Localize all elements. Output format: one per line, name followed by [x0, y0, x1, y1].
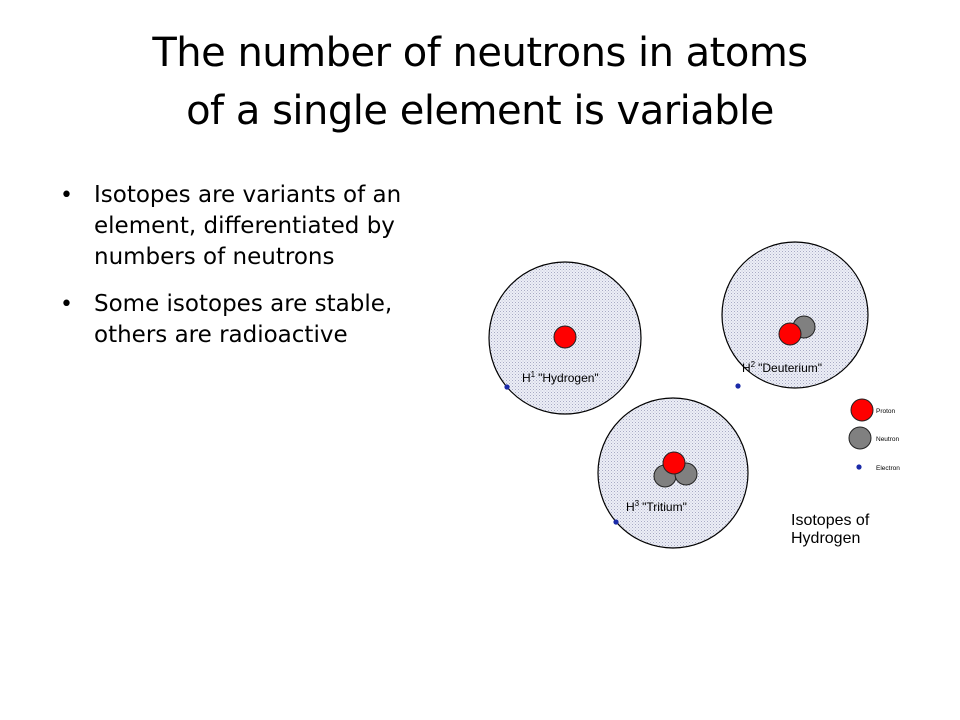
bullet-text: Isotopes are variants of an element, differentiated by numbers of neutrons: [94, 182, 402, 270]
legend-neutron-label: Neutron: [876, 436, 900, 443]
element-symbol: H: [742, 361, 751, 375]
bullet-list: [60, 180, 460, 367]
element-symbol: H: [522, 371, 531, 385]
legend-proton-swatch: [851, 399, 873, 421]
bullet-item: [60, 289, 460, 351]
proton-mark: [663, 452, 685, 474]
slide-title-line-2: of a single element is variable: [186, 88, 774, 134]
legend-neutron-swatch: [849, 427, 871, 449]
atom-hydrogen: [489, 262, 641, 414]
bullet-text: Some isotopes are stable, others are radioactive: [94, 291, 393, 348]
isotope-name: "Tritium": [642, 500, 687, 514]
isotopes-diagram-svg: [470, 230, 930, 570]
mass-number: 2: [750, 360, 756, 369]
bullet-item: [60, 180, 460, 273]
slide-title: [40, 24, 920, 140]
legend: [849, 399, 900, 472]
slide-title-line-1: The number of neutrons in atoms: [152, 30, 808, 76]
proton-mark: [779, 323, 801, 345]
atom-deuterium: [722, 242, 868, 389]
mass-number: 3: [634, 499, 640, 508]
electron-mark: [735, 383, 740, 388]
diagram-caption-line-1: Isotopes of: [791, 512, 870, 529]
legend-proton-label: Proton: [876, 408, 896, 415]
element-symbol: H: [626, 500, 635, 514]
bullet-marker: •: [60, 292, 73, 317]
atom-tritium: [598, 398, 748, 548]
isotopes-diagram: [470, 230, 930, 570]
electron-mark: [613, 519, 618, 524]
diagram-caption-line-2: Hydrogen: [791, 530, 861, 547]
electron-mark: [504, 384, 509, 389]
isotope-name: "Deuterium": [758, 361, 822, 375]
legend-electron-swatch: [856, 464, 861, 469]
mass-number: 1: [530, 370, 536, 379]
proton-mark: [554, 326, 576, 348]
legend-electron-label: Electron: [876, 465, 900, 472]
bullet-marker: •: [60, 183, 73, 208]
isotope-name: "Hydrogen": [538, 371, 599, 385]
